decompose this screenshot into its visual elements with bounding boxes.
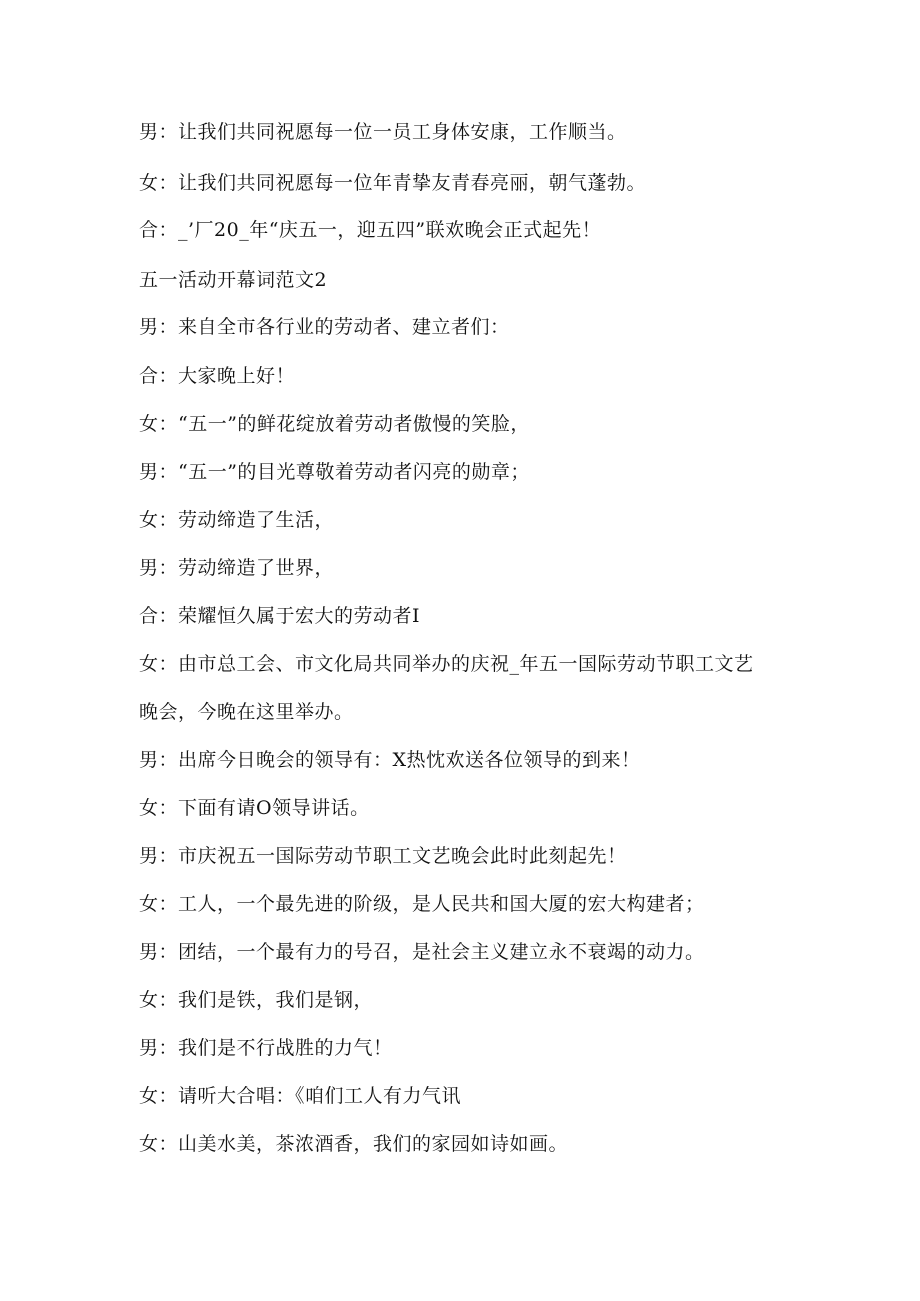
text-line: 女：“五一”的鲜花绽放着劳动者傲慢的笑脸， bbox=[139, 413, 530, 435]
text-line: 男：“五一”的目光尊敬着劳动者闪亮的勋章； bbox=[139, 461, 530, 483]
text-line: 男：我们是不行战胜的力气！ bbox=[139, 1037, 393, 1059]
text-line: 合：_’厂20_年“庆五一，迎五四”联欢晚会正式起先！ bbox=[139, 219, 602, 241]
text-line: 女：请听大合唱：《咱们工人有力气讯 bbox=[139, 1085, 462, 1107]
text-line: 女：劳动缔造了生活， bbox=[139, 509, 335, 531]
text-line: 女：我们是铁，我们是钢， bbox=[139, 989, 374, 1011]
text-line: 男：团结，一个最有力的号召，是社会主义建立永不衰竭的动力。 bbox=[139, 941, 705, 963]
text-line: 女：由市总工会、市文化局共同举办的庆祝_年五一国际劳动节职工文艺 bbox=[139, 653, 754, 675]
text-line: 女：下面有请O领导讲话。 bbox=[139, 797, 370, 819]
text-line: 男：来自全市各行业的劳动者、建立者们： bbox=[139, 316, 510, 338]
text-line: 男：劳动缔造了世界， bbox=[139, 557, 335, 579]
text-line: 男：让我们共同祝愿每一位一员工身体安康，工作顺当。 bbox=[139, 121, 627, 143]
text-line: 女：让我们共同祝愿每一位年青挚友青春亮丽，朝气蓬勃。 bbox=[139, 172, 647, 194]
section-heading: 五一活动开幕词范文2 bbox=[139, 269, 328, 291]
text-line: 女：山美水美，茶浓酒香，我们的家园如诗如画。 bbox=[139, 1133, 569, 1155]
text-line: 晚会，今晚在这里举办。 bbox=[139, 701, 354, 723]
text-line: 女：工人，一个最先进的阶级，是人民共和国大厦的宏大构建者； bbox=[139, 893, 705, 915]
text-line: 男：出席今日晚会的领导有：X热忱欢送各位领导的到来！ bbox=[139, 749, 641, 771]
text-line: 合：大家晚上好！ bbox=[139, 365, 296, 387]
text-line: 合：荣耀恒久属于宏大的劳动者I bbox=[139, 605, 421, 627]
text-line: 男：市庆祝五一国际劳动节职工文艺晚会此时此刻起先！ bbox=[139, 845, 627, 867]
